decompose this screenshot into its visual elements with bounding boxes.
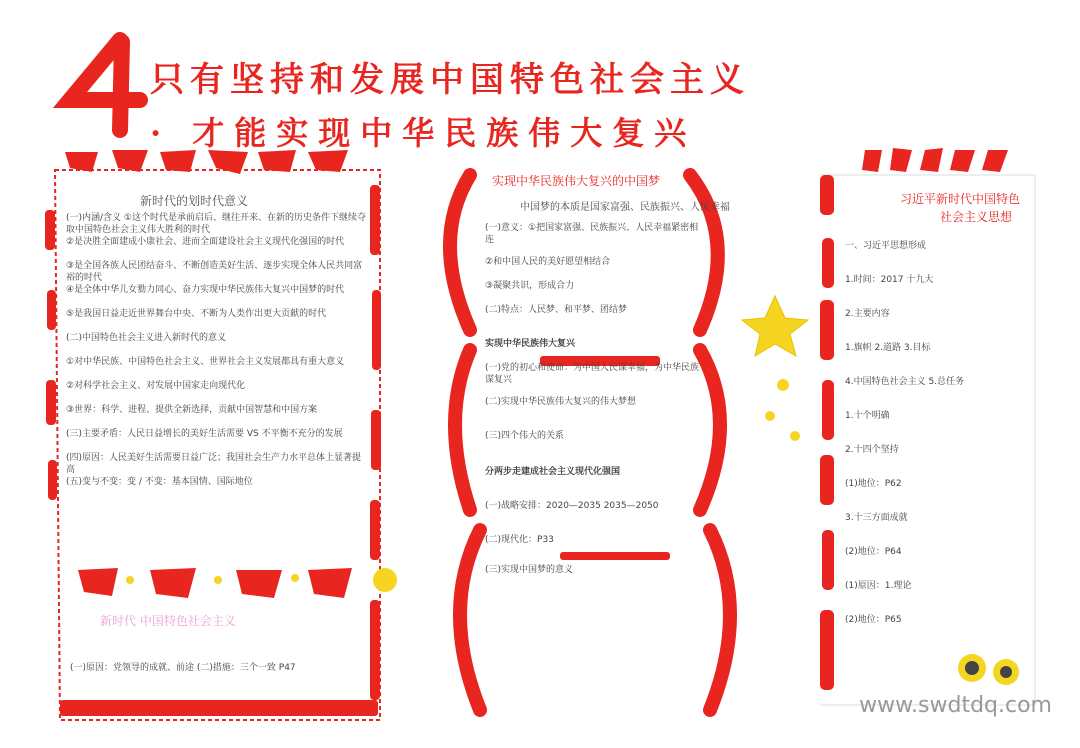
large-star-icon	[742, 296, 808, 356]
middle-note: (二)特点：人民梦、和平梦、团结梦	[485, 305, 628, 315]
right-note: 1.十个明确	[845, 411, 890, 421]
left-banner-text: 新时代 中国特色社会主义	[100, 614, 236, 628]
middle-note: 分两步走建成社会主义现代化强国	[485, 467, 621, 477]
left-note: ③是全国各族人民团结奋斗、不断创造美好生活、逐步实现全体人民共同富裕的时代	[66, 261, 363, 283]
right-panel-heading-line1: 习近平新时代中国特色	[900, 192, 1021, 206]
right-note: 1.时间：2017 十九大	[845, 275, 934, 285]
middle-panel-subheading: 中国梦的本质是国家富强、民族振兴、人民幸福	[520, 202, 730, 213]
site-watermark: www.swdtdq.com	[859, 693, 1052, 718]
left-note: (四)原因：人民美好生活需要日益广泛；我国社会生产力水平总体上显著提高	[66, 453, 362, 475]
left-bottom-note: (一)原因：党领导的成就、前途 (二)措施：三个一致 P47	[70, 663, 296, 673]
middle-note: (三)实现中国梦的意义	[485, 565, 574, 575]
left-note: ④是全体中华儿女勠力同心、奋力实现中华民族伟大复兴中国梦的时代	[66, 285, 345, 295]
middle-note: (一)党的初心和使命：为中国人民谋幸福，为中华民族谋复兴	[485, 363, 700, 385]
right-note: 1.旗帜 2.道路 3.目标	[845, 343, 931, 353]
middle-note: (二)实现中华民族伟大复兴的伟大梦想	[485, 397, 637, 407]
middle-note: ②和中国人民的美好愿望相结合	[485, 257, 611, 267]
middle-note: ③凝聚共识，形成合力	[485, 281, 575, 291]
poster-title-line2: · 才能实现中华民族伟大复兴	[150, 114, 697, 152]
right-note: 2.主要内容	[845, 309, 890, 319]
right-panel-notes	[845, 238, 1025, 646]
left-panel-notes	[66, 212, 366, 500]
middle-note: (一)战略安排：2020—2035 2035—2050	[485, 501, 659, 511]
right-note: 一、习近平思想形成	[845, 241, 927, 251]
left-note: ⑤是我国日益走近世界舞台中央、不断为人类作出更大贡献的时代	[66, 309, 327, 319]
middle-note: (三)四个伟大的关系	[485, 431, 565, 441]
number-four-mark	[70, 40, 140, 130]
right-note: (1)原因：1.理论	[845, 581, 912, 591]
left-note: (三)主要矛盾：人民日益增长的美好生活需要 VS 不平衡不充分的发展	[66, 429, 343, 439]
right-note: (2)地位：P65	[845, 615, 902, 625]
left-note: (一)内涵/含义 ①这个时代是承前启后、继往开来、在新的历史条件下继续夺取中国特色社会主义伟大胜利的时代	[66, 213, 366, 235]
left-note: ②对科学社会主义、对发展中国家走向现代化	[66, 381, 246, 391]
middle-note: (一)意义：①把国家富强、民族振兴、人民幸福紧密相连	[485, 223, 699, 245]
right-note: 2.十四个坚持	[845, 445, 899, 455]
small-star-icons	[765, 379, 800, 441]
right-panel-heading-line2: 社会主义思想	[940, 210, 1013, 224]
middle-panel-notes	[485, 222, 705, 588]
middle-panel-heading: 实现中华民族伟大复兴的中国梦	[492, 174, 661, 188]
left-note: (二)中国特色社会主义进入新时代的意义	[66, 333, 227, 343]
left-note: ①对中华民族、中国特色社会主义、世界社会主义发展都具有重大意义	[66, 357, 345, 367]
middle-note: (二)现代化：P33	[485, 535, 554, 545]
left-note: ②是决胜全面建成小康社会、进而全面建设社会主义现代化强国的时代	[66, 237, 345, 247]
poster-title-line1: 只有坚持和发展中国特色社会主义	[150, 60, 750, 100]
left-note: ③世界：科学、进程、提供全新选择，贡献中国智慧和中国方案	[66, 405, 318, 415]
right-note: (2)地位：P64	[845, 547, 902, 557]
middle-note: 实现中华民族伟大复兴	[485, 339, 576, 349]
right-note: 3.十三方面成就	[845, 513, 908, 523]
left-note: (五)变与不变：变 / 不变：基本国情、国际地位	[66, 477, 253, 487]
right-note: (1)地位：P62	[845, 479, 902, 489]
left-panel-heading: 新时代的划时代意义	[140, 194, 249, 208]
right-note: 4.中国特色社会主义 5.总任务	[845, 377, 965, 387]
